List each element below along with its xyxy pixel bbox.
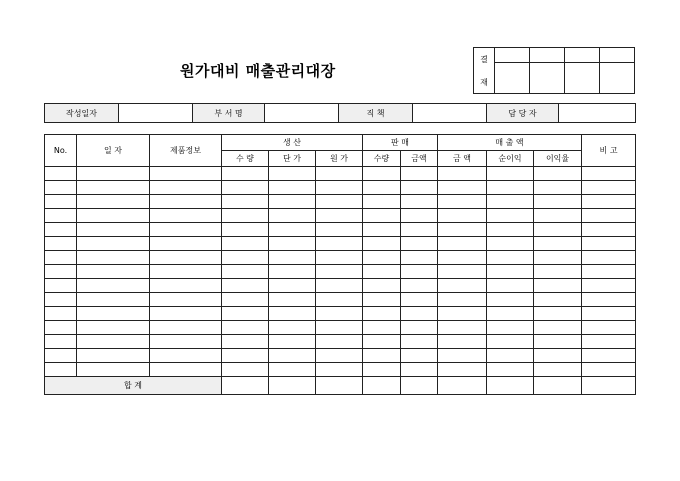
table-cell[interactable] [45,195,77,209]
table-cell[interactable] [363,237,401,251]
subheader-sales-qty: 수량 [363,151,401,167]
table-cell[interactable] [45,279,77,293]
table-cell[interactable] [401,237,438,251]
table-cell[interactable] [150,265,222,279]
table-cell[interactable] [77,265,150,279]
table-cell[interactable] [438,195,487,209]
table-cell[interactable] [269,223,316,237]
header-date: 일 자 [77,135,150,167]
table-cell[interactable] [45,321,77,335]
table-cell[interactable] [487,335,534,349]
header-revenue: 매 출 액 [438,135,582,151]
table-row [45,279,636,293]
table-cell[interactable] [534,349,582,363]
table-cell[interactable] [45,335,77,349]
total-cell[interactable] [534,377,582,395]
table-cell[interactable] [401,265,438,279]
table-cell[interactable] [487,349,534,363]
approval-title-cell[interactable] [530,48,565,63]
table-cell[interactable] [269,195,316,209]
total-label: 합 계 [45,377,222,395]
total-cell[interactable] [363,377,401,395]
table-cell[interactable] [534,223,582,237]
table-cell[interactable] [363,223,401,237]
table-row [45,195,636,209]
header-product: 제품정보 [150,135,222,167]
table-cell[interactable] [45,181,77,195]
table-cell[interactable] [316,307,363,321]
table-cell[interactable] [316,363,363,377]
table-cell[interactable] [487,237,534,251]
table-cell[interactable] [363,363,401,377]
table-cell[interactable] [45,209,77,223]
table-row [45,237,636,251]
table-cell[interactable] [269,349,316,363]
table-cell[interactable] [150,223,222,237]
table-cell[interactable] [316,293,363,307]
table-cell[interactable] [363,195,401,209]
table-cell[interactable] [222,293,269,307]
table-cell[interactable] [534,181,582,195]
table-cell[interactable] [487,363,534,377]
table-row [45,321,636,335]
table-cell[interactable] [363,321,401,335]
table-cell[interactable] [438,349,487,363]
table-cell[interactable] [487,251,534,265]
total-cell[interactable] [222,377,269,395]
table-cell[interactable] [363,167,401,181]
total-cell[interactable] [401,377,438,395]
table-cell[interactable] [401,251,438,265]
subheader-cost: 원 가 [316,151,363,167]
table-cell[interactable] [438,167,487,181]
total-cell[interactable] [582,377,636,395]
table-cell[interactable] [582,209,636,223]
table-cell[interactable] [316,251,363,265]
table-cell[interactable] [77,335,150,349]
table-cell[interactable] [487,181,534,195]
table-cell[interactable] [401,335,438,349]
table-cell[interactable] [150,251,222,265]
table-cell[interactable] [534,195,582,209]
table-cell[interactable] [534,279,582,293]
table-cell[interactable] [150,195,222,209]
table-row [45,363,636,377]
table-cell[interactable] [534,321,582,335]
table-cell[interactable] [269,321,316,335]
table-cell[interactable] [438,237,487,251]
table-cell[interactable] [269,279,316,293]
table-cell[interactable] [150,293,222,307]
header-production: 생 산 [222,135,363,151]
approval-title-cell[interactable] [565,48,600,63]
table-cell[interactable] [401,349,438,363]
table-cell[interactable] [316,335,363,349]
table-cell[interactable] [363,293,401,307]
table-cell[interactable] [45,293,77,307]
table-cell[interactable] [222,335,269,349]
approval-sign-cell[interactable] [530,63,565,94]
table-cell[interactable] [438,279,487,293]
total-cell[interactable] [269,377,316,395]
table-cell[interactable] [487,293,534,307]
table-row [45,335,636,349]
table-cell[interactable] [150,237,222,251]
manager-value[interactable] [559,104,636,123]
table-cell[interactable] [316,209,363,223]
subheader-production-qty: 수 량 [222,151,269,167]
table-cell[interactable] [316,321,363,335]
table-cell[interactable] [534,265,582,279]
document-title: 원가대비 매출관리대장 [180,62,336,80]
table-cell[interactable] [401,293,438,307]
table-cell[interactable] [438,321,487,335]
table-cell[interactable] [487,307,534,321]
table-cell[interactable] [77,321,150,335]
table-cell[interactable] [150,167,222,181]
table-cell[interactable] [222,279,269,293]
approval-title-cell[interactable] [600,48,635,63]
table-cell[interactable] [269,363,316,377]
table-cell[interactable] [222,307,269,321]
table-cell[interactable] [77,223,150,237]
table-cell[interactable] [269,167,316,181]
table-cell[interactable] [582,293,636,307]
table-cell[interactable] [222,363,269,377]
table-row [45,293,636,307]
table-cell[interactable] [77,195,150,209]
table-cell[interactable] [534,335,582,349]
table-cell[interactable] [77,251,150,265]
approval-sign-cell[interactable] [600,63,635,94]
position-label: 직 책 [339,104,413,123]
table-cell[interactable] [487,279,534,293]
table-cell[interactable] [45,223,77,237]
table-row [45,223,636,237]
subheader-unit-price: 단 가 [269,151,316,167]
table-cell[interactable] [438,265,487,279]
table-cell[interactable] [45,349,77,363]
table-cell[interactable] [582,167,636,181]
approval-sign-cell[interactable] [495,63,530,94]
table-cell[interactable] [438,307,487,321]
table-cell[interactable] [401,195,438,209]
table-cell[interactable] [150,307,222,321]
table-cell[interactable] [316,181,363,195]
table-cell[interactable] [438,363,487,377]
table-cell[interactable] [316,237,363,251]
approval-box [473,47,635,94]
table-cell[interactable] [401,209,438,223]
table-cell[interactable] [438,335,487,349]
table-cell[interactable] [363,209,401,223]
table-cell[interactable] [582,195,636,209]
table-cell[interactable] [582,237,636,251]
table-cell[interactable] [401,181,438,195]
table-row [45,265,636,279]
subheader-sales-amount: 금액 [401,151,438,167]
table-cell[interactable] [363,335,401,349]
info-bar [44,103,636,123]
table-cell[interactable] [534,363,582,377]
table-cell[interactable] [222,181,269,195]
table-cell[interactable] [438,293,487,307]
ledger-table [44,134,636,395]
table-cell[interactable] [487,195,534,209]
table-cell[interactable] [582,349,636,363]
table-cell[interactable] [534,307,582,321]
date-label: 작성일자 [45,104,119,123]
table-cell[interactable] [487,321,534,335]
table-cell[interactable] [487,223,534,237]
table-cell[interactable] [582,307,636,321]
table-cell[interactable] [582,181,636,195]
table-cell[interactable] [269,307,316,321]
table-cell[interactable] [45,167,77,181]
table-cell[interactable] [269,181,316,195]
department-label: 부 서 명 [193,104,265,123]
table-row [45,349,636,363]
table-cell[interactable] [316,265,363,279]
table-cell[interactable] [269,209,316,223]
table-cell[interactable] [534,237,582,251]
table-cell[interactable] [269,335,316,349]
table-cell[interactable] [363,265,401,279]
table-cell[interactable] [77,363,150,377]
table-cell[interactable] [222,349,269,363]
table-cell[interactable] [150,321,222,335]
table-cell[interactable] [45,363,77,377]
table-cell[interactable] [150,335,222,349]
table-cell[interactable] [222,195,269,209]
table-cell[interactable] [269,251,316,265]
table-cell[interactable] [438,181,487,195]
header-sales: 판 매 [363,135,438,151]
table-cell[interactable] [438,251,487,265]
total-cell[interactable] [487,377,534,395]
table-cell[interactable] [401,363,438,377]
approval-label-bottom: 재 [480,77,488,87]
table-cell[interactable] [582,279,636,293]
table-cell[interactable] [45,265,77,279]
table-cell[interactable] [363,307,401,321]
table-cell[interactable] [77,307,150,321]
total-cell[interactable] [438,377,487,395]
table-cell[interactable] [582,321,636,335]
table-cell[interactable] [45,237,77,251]
table-row [45,209,636,223]
table-cell[interactable] [77,167,150,181]
table-cell[interactable] [222,265,269,279]
table-cell[interactable] [150,279,222,293]
table-cell[interactable] [363,279,401,293]
table-cell[interactable] [222,167,269,181]
subheader-revenue-amount: 금 액 [438,151,487,167]
table-cell[interactable] [582,363,636,377]
department-value[interactable] [265,104,339,123]
table-cell[interactable] [77,181,150,195]
table-cell[interactable] [487,265,534,279]
table-cell[interactable] [77,293,150,307]
table-cell[interactable] [269,237,316,251]
table-cell[interactable] [77,209,150,223]
table-cell[interactable] [269,265,316,279]
table-cell[interactable] [534,251,582,265]
table-cell[interactable] [45,307,77,321]
table-cell[interactable] [582,251,636,265]
table-cell[interactable] [150,363,222,377]
table-cell[interactable] [363,251,401,265]
approval-sign-cell[interactable] [565,63,600,94]
table-cell[interactable] [222,237,269,251]
total-cell[interactable] [316,377,363,395]
table-cell[interactable] [401,279,438,293]
table-cell[interactable] [438,223,487,237]
table-cell[interactable] [534,293,582,307]
manager-label: 담 당 자 [487,104,559,123]
table-cell[interactable] [316,167,363,181]
subheader-profit-margin: 이익율 [534,151,582,167]
table-cell[interactable] [534,167,582,181]
header-remarks: 비 고 [582,135,636,167]
table-cell[interactable] [222,209,269,223]
table-cell[interactable] [150,349,222,363]
table-row [45,181,636,195]
table-cell[interactable] [363,349,401,363]
table-cell[interactable] [438,209,487,223]
table-cell[interactable] [582,265,636,279]
table-cell[interactable] [316,195,363,209]
table-cell[interactable] [222,223,269,237]
table-cell[interactable] [150,209,222,223]
table-cell[interactable] [77,279,150,293]
position-value[interactable] [413,104,487,123]
header-no: No. [45,135,77,167]
table-cell[interactable] [534,209,582,223]
table-cell[interactable] [150,181,222,195]
table-cell[interactable] [487,209,534,223]
table-cell[interactable] [582,223,636,237]
table-cell[interactable] [401,167,438,181]
approval-label-top: 결 [480,54,488,64]
table-row [45,251,636,265]
table-cell[interactable] [222,251,269,265]
table-cell[interactable] [45,251,77,265]
approval-label-cell [474,48,495,94]
table-cell[interactable] [401,321,438,335]
table-cell[interactable] [316,349,363,363]
table-cell[interactable] [363,181,401,195]
table-row [45,307,636,321]
table-cell[interactable] [269,293,316,307]
table-row [45,167,636,181]
table-cell[interactable] [316,223,363,237]
table-cell[interactable] [487,167,534,181]
table-cell[interactable] [77,349,150,363]
table-cell[interactable] [77,237,150,251]
date-value[interactable] [119,104,193,123]
table-cell[interactable] [222,321,269,335]
table-cell[interactable] [582,335,636,349]
table-cell[interactable] [401,307,438,321]
subheader-net-profit: 순이익 [487,151,534,167]
approval-title-cell[interactable] [495,48,530,63]
table-cell[interactable] [401,223,438,237]
table-cell[interactable] [316,279,363,293]
